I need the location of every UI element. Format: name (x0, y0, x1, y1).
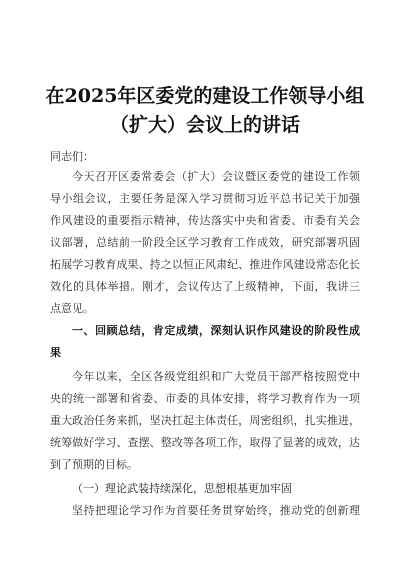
document-title-line-1: 在2025年区委党的建设工作领导小组 (45, 85, 365, 107)
section-heading-line: 一、回顾总结，肯定成绩，深刻认识作风建设的阶段性成 (72, 324, 360, 337)
salutation: 同志们： (50, 150, 94, 163)
intro-line: 点意见。 (50, 302, 94, 315)
section-heading-line: 果 (50, 346, 61, 359)
body-line: 今年以来，全区各级党组织和广大党员干部严格按照党中 (72, 370, 360, 383)
intro-line: 导小组会议，主要任务是深入学习贯彻习近平总书记关于加强 (50, 192, 360, 205)
intro-line: 今天召开区委常委会（扩大）会议暨区委党的建设工作领 (72, 170, 360, 183)
body-line: 统筹做好学习、查摆、整改等各项工作，取得了显著的成效，达 (50, 436, 360, 449)
intro-line: 效化的具体举措。刚才，会议传达了上级精神，下面，我讲三 (50, 280, 360, 293)
intro-line: 议部署，总结前一阶段全区学习教育工作成效，研究部署巩固 (50, 236, 360, 249)
body-line: 坚持把理论学习作为首要任务贯穿始终，推动党的创新理 (72, 504, 360, 517)
intro-line: 拓展学习教育成果、持之以恒正风肃纪、推进作风建设常态化长 (50, 258, 360, 271)
document-title-line-2: （扩大）会议上的讲话 (109, 114, 300, 136)
body-line: 央的统一部署和省委、市委的具体安排，将学习教育作为一项 (50, 392, 360, 405)
subsection-heading: （一）理论武装持续深化，思想根基更加牢固 (72, 482, 292, 495)
body-line: 重大政治任务来抓，坚决扛起主体责任，周密组织，扎实推进， (50, 414, 360, 427)
body-line: 到了预期的目标。 (50, 458, 138, 471)
intro-line: 作风建设的重要指示精神，传达落实中央和省委、市委有关会 (50, 214, 360, 227)
